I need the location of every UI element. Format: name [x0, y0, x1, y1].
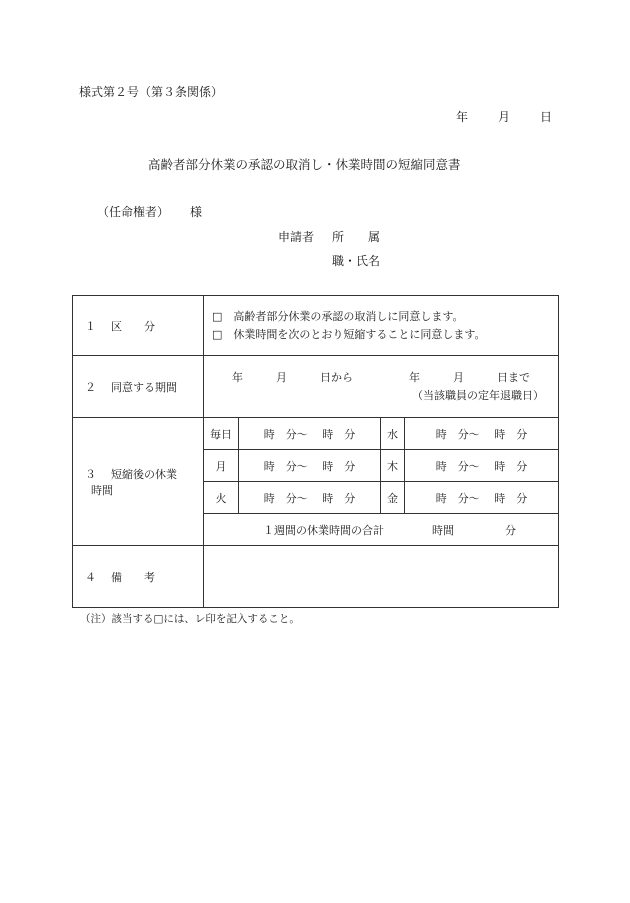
period-number: ２ — [85, 380, 96, 394]
period-from: 年 月 日から — [232, 370, 353, 384]
weekly-total-hours: 時間 — [432, 523, 454, 537]
period-note: （当該職員の定年退職日） — [412, 388, 545, 402]
affiliation-label: 所 属 — [332, 230, 381, 244]
day-cell: 火 — [204, 482, 239, 514]
option-shorten-hours[interactable]: □ 休業時間を次のとおり短縮することに同意します。 — [212, 327, 486, 341]
footnote: （注）該当する□には、レ印を記入すること。 — [80, 613, 300, 625]
period-row — [73, 356, 559, 418]
weekly-total-minutes: 分 — [505, 523, 516, 537]
category-label: 区 分 — [111, 319, 155, 333]
option-cancel-approval[interactable]: □ 高齢者部分休業の承認の取消しに同意します。 — [212, 309, 464, 323]
day-cell: 金 — [381, 482, 405, 514]
day-cell: 木 — [381, 450, 405, 482]
period-label: 同意する期間 — [111, 380, 177, 394]
remarks-row — [73, 546, 559, 608]
date-month-label: 月 — [498, 110, 511, 124]
period-label-cell — [73, 356, 204, 418]
weekly-total-cell[interactable] — [204, 514, 559, 546]
document-title: 高齢者部分休業の承認の取消し・休業時間の短縮同意書 — [148, 157, 461, 172]
period-to: 年 月 日まで — [409, 370, 530, 384]
day-cell: 水 — [381, 418, 405, 450]
consent-form-table — [72, 295, 559, 608]
date-year-label: 年 — [456, 110, 469, 124]
addressee-honorific: 様 — [190, 205, 203, 219]
remarks-label-cell — [73, 546, 204, 608]
remarks-label: 備 考 — [111, 570, 155, 584]
schedule-row — [73, 418, 559, 450]
period-value-cell[interactable] — [204, 356, 559, 418]
shortened-label-line2: 時間 — [91, 483, 113, 497]
date-day-label: 日 — [540, 110, 553, 124]
time-range-cell[interactable]: 時 分～ 時 分 — [239, 450, 381, 482]
remarks-field[interactable] — [204, 546, 559, 608]
name-label: 職・氏名 — [332, 254, 381, 268]
category-options-cell — [204, 296, 559, 356]
applicant-label: 申請者 — [278, 230, 315, 244]
shortened-label-cell — [73, 418, 204, 546]
category-row — [73, 296, 559, 356]
time-range-cell[interactable]: 時 分～ 時 分 — [405, 450, 559, 482]
day-cell: 毎日 — [204, 418, 239, 450]
time-range-cell[interactable]: 時 分～ 時 分 — [405, 482, 559, 514]
remarks-number: ４ — [85, 570, 96, 584]
time-range-cell[interactable]: 時 分～ 時 分 — [239, 482, 381, 514]
category-number: １ — [85, 319, 96, 333]
time-range-cell[interactable]: 時 分～ 時 分 — [239, 418, 381, 450]
shortened-label-line1: 短縮後の休業 — [111, 467, 177, 481]
shortened-number: ３ — [85, 467, 96, 481]
category-label-cell — [73, 296, 204, 356]
addressee-authority: （任命権者） — [97, 205, 170, 219]
weekly-total-label: １週間の休業時間の合計 — [263, 523, 384, 537]
day-cell: 月 — [204, 450, 239, 482]
time-range-cell[interactable]: 時 分～ 時 分 — [405, 418, 559, 450]
form-number: 様式第２号（第３条関係） — [79, 85, 224, 99]
